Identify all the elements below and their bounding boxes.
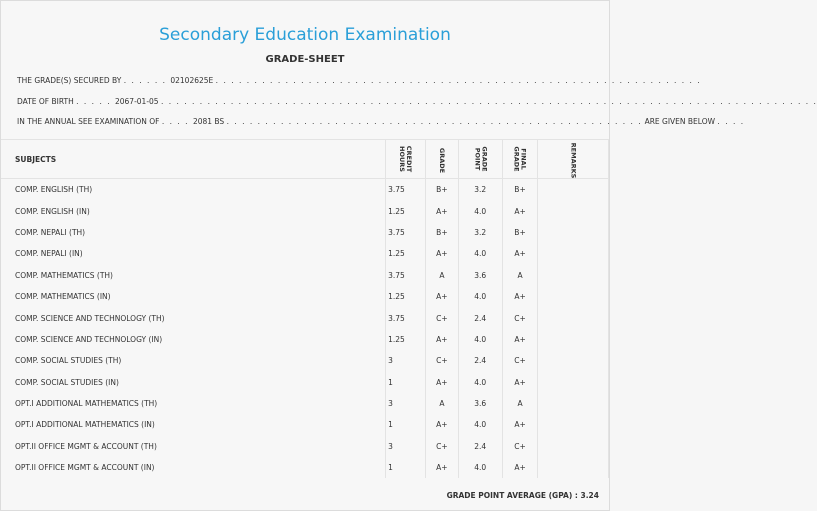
grade-cell: A+ [425, 200, 458, 221]
gpa-value: 3.24 [580, 491, 599, 500]
grade-cell: B+ [425, 222, 458, 243]
header-grade-point-label: GRADE POINT [473, 146, 489, 172]
header-final-grade [502, 140, 538, 179]
subject-cell: COMP. SOCIAL STUDIES (TH) [15, 356, 122, 366]
subject-cell: COMP. MATHEMATICS (IN) [15, 292, 111, 302]
table-row [1, 222, 609, 243]
dob-label: DATE OF BIRTH [17, 97, 74, 106]
remarks-cell [538, 436, 609, 457]
table-row [1, 414, 609, 435]
exam-label: IN THE ANNUAL SEE EXAMINATION OF [17, 117, 160, 126]
table-row [1, 329, 609, 350]
gpa-label: GRADE POINT AVERAGE (GPA) : [446, 491, 578, 500]
grade-point-cell: 4.0 [458, 414, 502, 435]
grade-cell: A+ [425, 457, 458, 478]
symbol-number: 02102625E [170, 76, 214, 85]
subject-cell: OPT.I ADDITIONAL MATHEMATICS (IN) [15, 420, 155, 430]
credit-hours-cell: 3.75 [386, 222, 426, 243]
info-exam [17, 117, 745, 126]
grade-point-cell: 2.4 [458, 436, 502, 457]
header-final-grade-label: FINAL GRADE [513, 146, 529, 172]
final-grade-cell: A [502, 265, 538, 286]
grade-point-cell: 3.2 [458, 222, 502, 243]
dot-leader: . . . . . [76, 97, 115, 106]
final-grade-cell: C+ [502, 436, 538, 457]
final-grade-cell: A [502, 393, 538, 414]
remarks-cell [538, 265, 609, 286]
grade-cell: C+ [425, 436, 458, 457]
remarks-cell [538, 414, 609, 435]
table-row [1, 286, 609, 307]
final-grade-cell: A+ [502, 457, 538, 478]
remarks-cell [538, 179, 609, 201]
header-remarks-label: REMARKS [569, 142, 578, 178]
gpa-summary [447, 491, 599, 500]
remarks-cell [538, 393, 609, 414]
grade-point-cell: 2.4 [458, 307, 502, 328]
grade-point-cell: 4.0 [458, 200, 502, 221]
dot-leader: . . . . . . . . . . . . . . . . . . . . . . . . . . . . . . . . . . . . . . . . . . . . . . . . . . . . . . [226, 117, 643, 126]
grade-point-cell: 2.4 [458, 350, 502, 371]
credit-hours-cell: 1.25 [386, 243, 426, 264]
given-below-label: ARE GIVEN BELOW [644, 117, 716, 126]
table-row [1, 200, 609, 221]
grades-table-body [1, 179, 609, 479]
grade-cell: C+ [425, 350, 458, 371]
grade-cell: A+ [425, 329, 458, 350]
dot-leader: . . . . . . . . . . . . . . . . . . . . . . . . . . . . . . . . . . . . . . . . . . . . . . . . . . . . . . . . . . . . . . . . . . . . . . . . . . . . . . . . . . . . . [160, 97, 817, 106]
info-secured-by [17, 76, 701, 85]
table-row [1, 393, 609, 414]
secured-label: THE GRADE(S) SECURED BY [17, 76, 122, 85]
grade-cell: A+ [425, 372, 458, 393]
table-row [1, 372, 609, 393]
final-grade-cell: C+ [502, 307, 538, 328]
dot-leader: . . . . [717, 117, 745, 126]
subject-cell: COMP. ENGLISH (TH) [15, 185, 93, 195]
dot-leader: . . . . . . . . . . . . . . . . . . . . . . . . . . . . . . . . . . . . . . . . . . . . . . . . . . . . . . . . . . . . . . . [215, 76, 702, 85]
grade-point-cell: 4.0 [458, 457, 502, 478]
subject-cell: COMP. SCIENCE AND TECHNOLOGY (TH) [15, 313, 165, 323]
final-grade-cell: A+ [502, 372, 538, 393]
remarks-cell [538, 200, 609, 221]
credit-hours-cell: 1.25 [386, 329, 426, 350]
credit-hours-cell: 3 [386, 350, 426, 371]
page-title: Secondary Education Examination [159, 25, 451, 45]
final-grade-cell: C+ [502, 350, 538, 371]
credit-hours-cell: 3 [386, 436, 426, 457]
page-subtitle: GRADE-SHEET [265, 54, 345, 65]
grade-point-cell: 3.2 [458, 179, 502, 201]
subject-cell: COMP. SOCIAL STUDIES (IN) [15, 377, 119, 387]
table-row [1, 243, 609, 264]
final-grade-cell: A+ [502, 286, 538, 307]
subject-cell: COMP. NEPALI (IN) [15, 249, 83, 259]
credit-hours-cell: 3 [386, 393, 426, 414]
grade-cell: A [425, 393, 458, 414]
table-row [1, 350, 609, 371]
grade-cell: A [425, 265, 458, 286]
final-grade-cell: A+ [502, 329, 538, 350]
credit-hours-cell: 1.25 [386, 286, 426, 307]
grade-cell: A+ [425, 286, 458, 307]
grade-point-cell: 4.0 [458, 329, 502, 350]
grade-cell: C+ [425, 307, 458, 328]
header-grade [425, 140, 458, 179]
subject-cell: COMP. SCIENCE AND TECHNOLOGY (IN) [15, 334, 163, 344]
dob-value: 2067-01-05 [114, 97, 159, 106]
dot-leader: . . . . [161, 117, 193, 126]
remarks-cell [538, 243, 609, 264]
remarks-cell [538, 372, 609, 393]
header-remarks [538, 140, 609, 179]
credit-hours-cell: 1 [386, 414, 426, 435]
remarks-cell [538, 222, 609, 243]
credit-hours-cell: 1 [386, 372, 426, 393]
table-row [1, 265, 609, 286]
header-credit-hours [386, 140, 426, 179]
subject-cell: OPT.II OFFICE MGMT & ACCOUNT (IN) [15, 463, 155, 473]
grade-cell: A+ [425, 243, 458, 264]
grade-cell: A+ [425, 414, 458, 435]
header-subjects: SUBJECTS [1, 140, 386, 179]
final-grade-cell: A+ [502, 414, 538, 435]
grade-point-cell: 4.0 [458, 372, 502, 393]
header-grade-point [458, 140, 502, 179]
table-row [1, 179, 609, 201]
subject-cell: COMP. MATHEMATICS (TH) [15, 270, 113, 280]
header-grade-label: GRADE [438, 147, 447, 173]
remarks-cell [538, 457, 609, 478]
header-credit-hours-label: CREDIT HOURS [398, 145, 414, 173]
table-row [1, 307, 609, 328]
remarks-cell [538, 286, 609, 307]
credit-hours-cell: 1 [386, 457, 426, 478]
subject-cell: OPT.II OFFICE MGMT & ACCOUNT (TH) [15, 441, 157, 451]
remarks-cell [538, 329, 609, 350]
table-row [1, 457, 609, 478]
final-grade-cell: A+ [502, 243, 538, 264]
grades-table [1, 139, 609, 478]
table-header-row [1, 140, 609, 179]
credit-hours-cell: 3.75 [386, 179, 426, 201]
final-grade-cell: B+ [502, 179, 538, 201]
final-grade-cell: A+ [502, 200, 538, 221]
info-date-of-birth [17, 97, 817, 106]
grade-cell: B+ [425, 179, 458, 201]
grade-point-cell: 4.0 [458, 243, 502, 264]
grade-point-cell: 3.6 [458, 265, 502, 286]
exam-year: 2081 BS [192, 117, 225, 126]
remarks-cell [538, 350, 609, 371]
credit-hours-cell: 1.25 [386, 200, 426, 221]
remarks-cell [538, 307, 609, 328]
grade-point-cell: 3.6 [458, 393, 502, 414]
credit-hours-cell: 3.75 [386, 265, 426, 286]
final-grade-cell: B+ [502, 222, 538, 243]
grade-point-cell: 4.0 [458, 286, 502, 307]
subject-cell: COMP. ENGLISH (IN) [15, 206, 90, 216]
table-row [1, 436, 609, 457]
credit-hours-cell: 3.75 [386, 307, 426, 328]
dot-leader: . . . . . . [123, 76, 171, 85]
subject-cell: COMP. NEPALI (TH) [15, 227, 86, 237]
subject-cell: OPT.I ADDITIONAL MATHEMATICS (TH) [15, 399, 158, 409]
